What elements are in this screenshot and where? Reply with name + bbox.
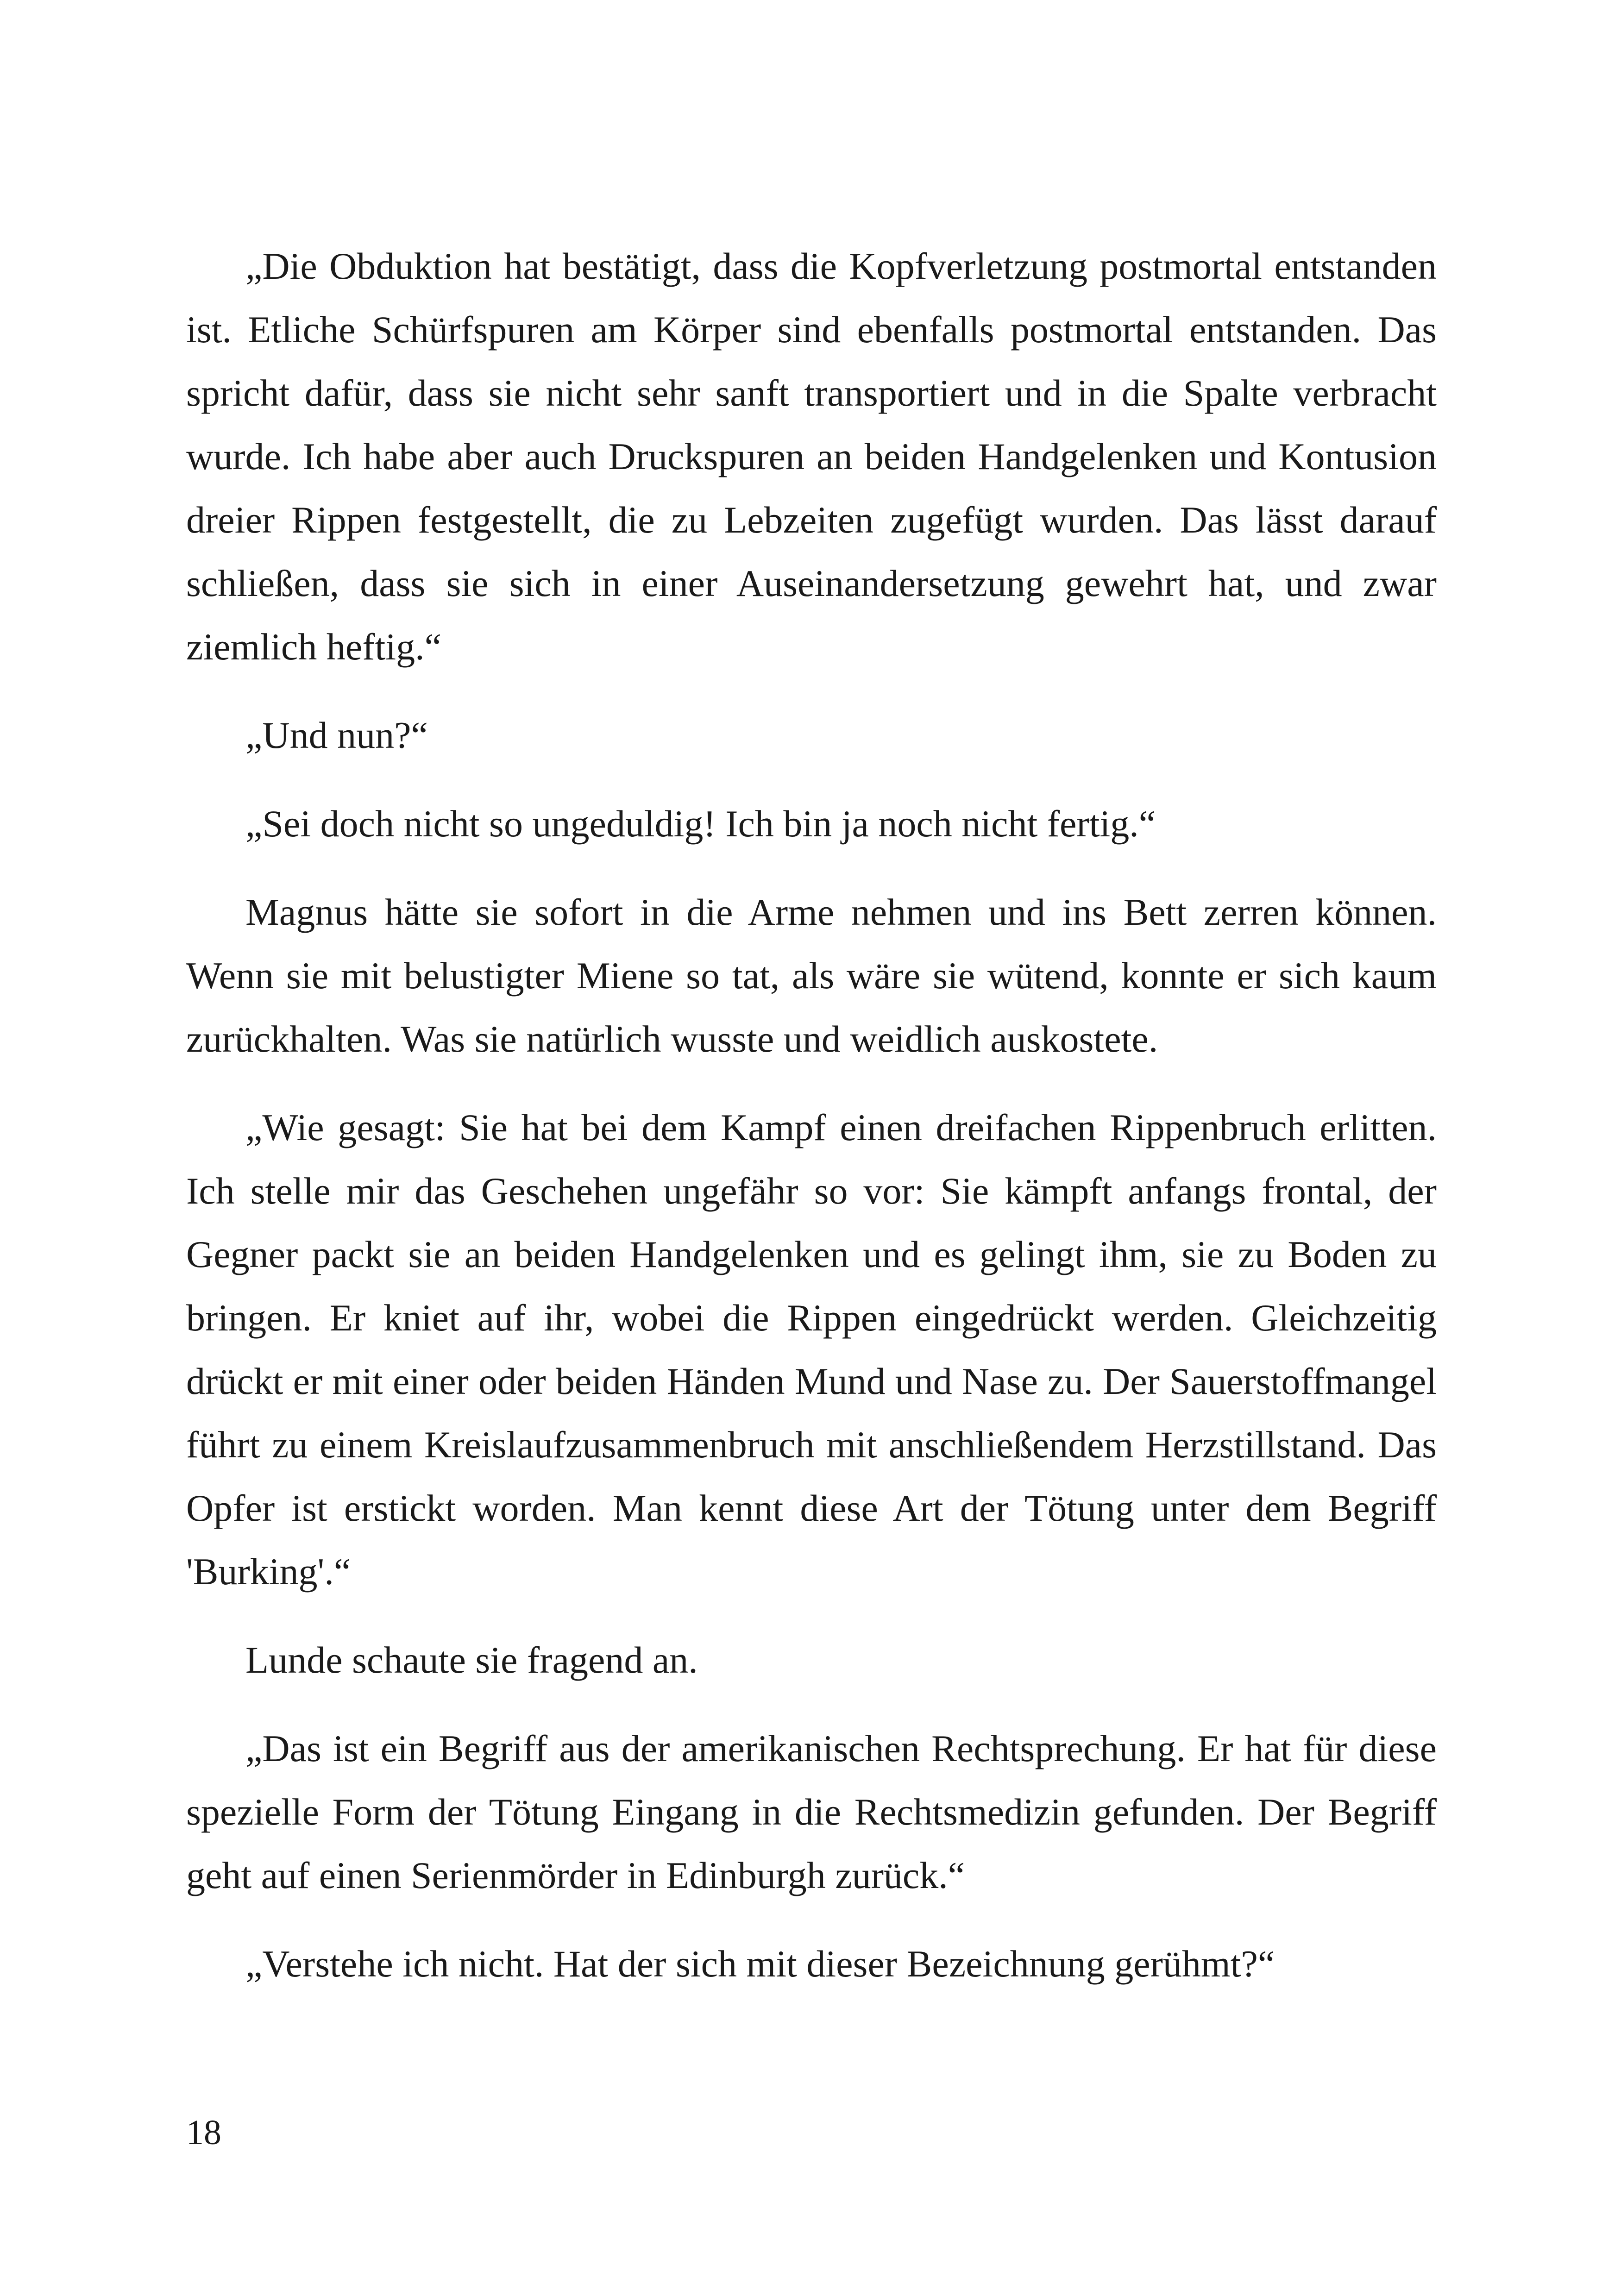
paragraph-obduktion: „Die Obduktion hat bestätigt, dass die Kopfverletzung postmortal entstanden ist. Etliche Schürfspuren am Körper sind ebenfalls postmortal entstanden. Das spricht dafür, dass sie nicht sehr sanft transportiert und in die Spalte verbracht wurde. Ich habe aber auch Druckspuren an beiden Handgelenken und Kontusion dreier Rippen festgestellt, die zu Lebzeiten zugefügt wurden. Das lässt darauf schließen, dass sie sich in einer Auseinandersetzung gewehrt hat, und zwar ziemlich heftig.“ bbox=[186, 245, 1437, 668]
paragraph-kampf: „Wie gesagt: Sie hat bei dem Kampf einen dreifachen Rippenbruch erlitten. Ich stelle mir das Geschehen ungefähr so vor: Sie kämpft anfangs frontal, der Gegner packt sie an beiden Handgelenken und es gelingt ihm, sie zu Boden zu bringen. Er kniet auf ihr, wobei die Rippen eingedrückt werden. Gleichzeitig drückt er mit einer oder beiden Händen Mund und Nase zu. Der Sauerstoffmangel führt zu einem Kreislaufzusammenbruch mit anschließendem Herzstillstand. Das Opfer ist erstickt worden. Man kennt diese Art der Tötung unter dem Begriff 'Burking'.“ bbox=[186, 1106, 1437, 1593]
paragraph-und-nun: „Und nun?“ bbox=[245, 714, 428, 756]
paragraph-begriff: „Das ist ein Begriff aus der amerikanischen Rechtsprechung. Er hat für diese spezielle Form der Tötung Eingang in die Rechtsmedizin gefunden. Der Begriff geht auf einen Serienmörder in Edinburgh zurück.“ bbox=[186, 1727, 1437, 1896]
body-text bbox=[186, 234, 1437, 2020]
paragraph-magnus: Magnus hätte sie sofort in die Arme nehmen und ins Bett zerren können. Wenn sie mit belustigter Miene so tat, als wäre sie wütend, konnte er sich kaum zurückhalten. Was sie natürlich wusste und weidlich auskostete. bbox=[186, 891, 1437, 1060]
paragraph-ungeduldig: „Sei doch nicht so ungeduldig! Ich bin ja noch nicht fertig.“ bbox=[245, 803, 1156, 845]
page-number: 18 bbox=[186, 2113, 221, 2152]
paragraph-verstehe: „Verstehe ich nicht. Hat der sich mit dieser Bezeichnung gerühmt?“ bbox=[245, 1943, 1275, 1985]
paragraph-lunde: Lunde schaute sie fragend an. bbox=[245, 1639, 698, 1681]
